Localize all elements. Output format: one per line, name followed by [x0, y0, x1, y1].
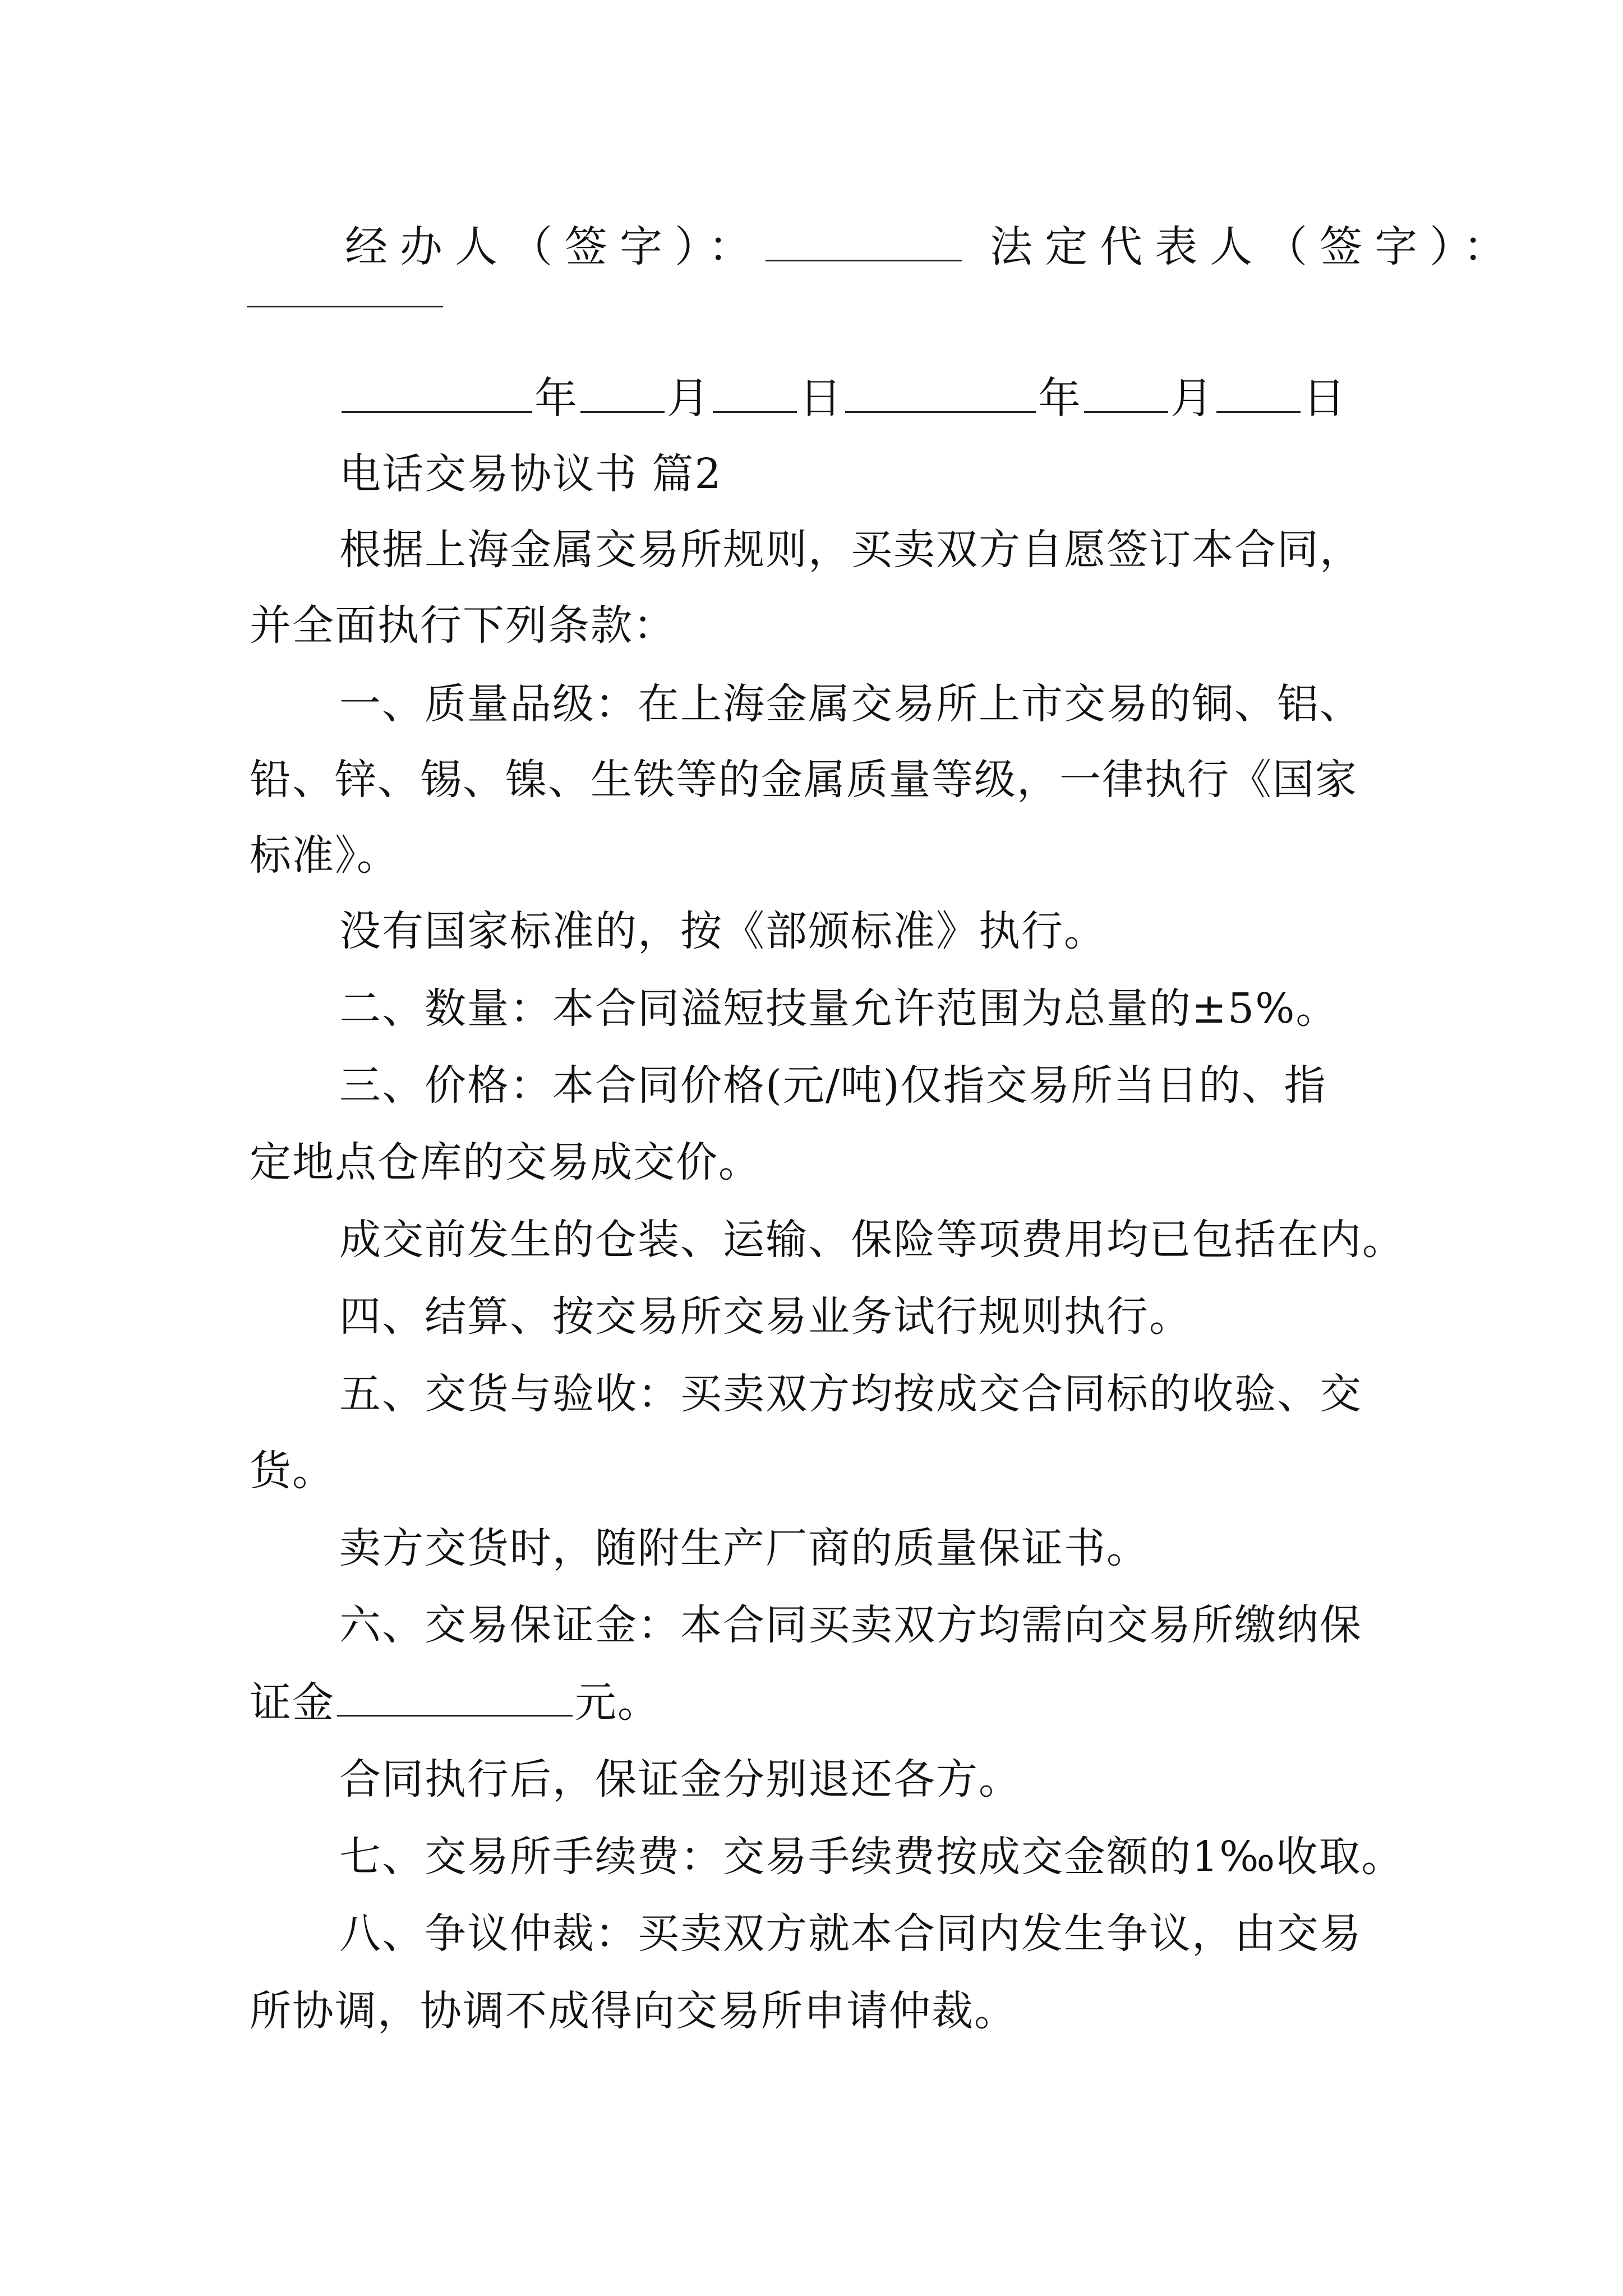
date-line	[339, 370, 1347, 426]
intro-line-2: 并全面执行下列条款：	[250, 601, 676, 650]
clause-1-line-4: 没有国家标准的，按《部颁标准》执行。	[339, 907, 1106, 955]
clause-1-line-3: 标准》。	[250, 831, 399, 880]
clause-3-line-1: 三、价格：本合同价格(元/吨)仅指交易所当日的、指	[339, 1061, 1327, 1110]
clause-6-line-2	[250, 1674, 660, 1731]
month-label-1: 月	[667, 373, 711, 423]
clause-8-line-1: 八、争议仲裁：买卖双方就本合同内发生争议，由交易	[339, 1910, 1362, 1958]
year-blank-1[interactable]	[342, 374, 532, 413]
clause-4: 四、结算、按交易所交易业务试行规则执行。	[339, 1292, 1192, 1341]
clause-6-line-3: 合同执行后，保证金分别退还各方。	[339, 1755, 1021, 1803]
year-label-2: 年	[1038, 373, 1082, 423]
clause-5-line-1: 五、交货与验收：买卖双方均按成交合同标的收验、交	[339, 1370, 1362, 1418]
legal-rep-signature-label: 法定代表人（签字）：	[990, 222, 1519, 272]
legal-rep-signature-blank[interactable]	[247, 306, 443, 307]
handler-signature-blank[interactable]	[766, 223, 962, 261]
clause-3-line-2: 定地点仓库的交易成交价。	[250, 1138, 761, 1186]
deposit-unit: 元。	[575, 1678, 660, 1727]
section-title: 电话交易协议书 篇2	[339, 450, 722, 498]
clause-5-line-2: 货。	[250, 1447, 335, 1495]
year-blank-2[interactable]	[845, 374, 1036, 413]
year-label-1: 年	[534, 373, 578, 423]
deposit-label: 证金	[250, 1678, 335, 1727]
day-label-2: 日	[1303, 373, 1347, 423]
clause-1-line-2: 铅、锌、锡、镍、生铁等的金属质量等级，一律执行《国家	[250, 756, 1358, 804]
month-label-2: 月	[1170, 373, 1214, 423]
clause-2: 二、数量：本合同溢短技量允许范围为总量的±5%。	[339, 984, 1339, 1033]
handler-signature-label: 经办人（签字）：	[345, 222, 763, 272]
month-blank-2[interactable]	[1084, 374, 1168, 413]
day-blank-1[interactable]	[713, 374, 797, 413]
month-blank-1[interactable]	[580, 374, 665, 413]
signature-line	[345, 219, 1518, 275]
clause-5-line-3: 卖方交货时，随附生产厂商的质量保证书。	[339, 1524, 1149, 1572]
clause-3-line-3: 成交前发生的仓装、运输、保险等项费用均已包括在内。	[339, 1216, 1405, 1264]
day-blank-2[interactable]	[1216, 374, 1301, 413]
clause-6-line-1: 六、交易保证金：本合同买卖双方均需向交易所缴纳保	[339, 1601, 1362, 1649]
clause-7: 七、交易所手续费：交易手续费按成交金额的1‰收取。	[339, 1833, 1404, 1881]
clause-8-line-2: 所协调，协调不成得向交易所申请仲裁。	[250, 1987, 1017, 2035]
clause-1-line-1: 一、质量品级：在上海金属交易所上市交易的铜、铝、	[339, 680, 1362, 728]
deposit-amount-blank[interactable]	[337, 1678, 573, 1717]
day-label-1: 日	[799, 373, 843, 423]
intro-line-1: 根据上海金属交易所规则，买卖双方自愿签订本合同，	[339, 526, 1362, 574]
